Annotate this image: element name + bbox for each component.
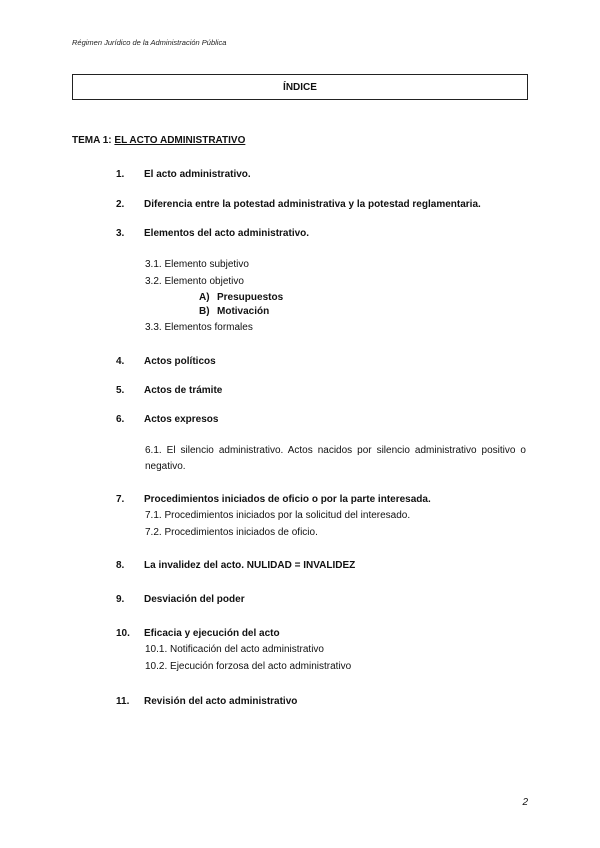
subsub-letter: A) bbox=[199, 292, 210, 303]
toc-subsubitem-a bbox=[199, 292, 283, 303]
subsub-letter: B) bbox=[199, 306, 210, 317]
page-number: 2 bbox=[522, 797, 528, 808]
toc-item-label: Elementos del acto administrativo. bbox=[144, 228, 310, 239]
toc-subitem-10-1: 10.1. Notificación del acto administrativo bbox=[145, 644, 324, 655]
toc-item-number: 7. bbox=[116, 494, 125, 505]
toc-item-number: 1. bbox=[116, 169, 125, 180]
toc-subitem-7-2: 7.2. Procedimientos iniciados de oficio. bbox=[145, 527, 318, 538]
tema-prefix: TEMA 1: bbox=[72, 135, 112, 146]
toc-item-10 bbox=[116, 628, 280, 639]
toc-item-number: 8. bbox=[116, 560, 125, 571]
toc-subsubitem-b bbox=[199, 306, 269, 317]
toc-item-number: 2. bbox=[116, 199, 125, 210]
toc-item-label: Diferencia entre la potestad administrativa y la potestad reglamentaria. bbox=[144, 199, 481, 210]
toc-item-label: Desviación del poder bbox=[144, 594, 245, 605]
toc-item-3 bbox=[116, 228, 309, 239]
toc-subitem-3-1: 3.1. Elemento subjetivo bbox=[145, 259, 249, 270]
toc-subitem-6-1: 6.1. El silencio administrativo. Actos nacidos por silencio administrativo positivo o negativo. bbox=[145, 445, 526, 472]
toc-item-label: Actos de trámite bbox=[144, 385, 223, 396]
toc-subitem-10-2: 10.2. Ejecución forzosa del acto administrativo bbox=[145, 661, 352, 672]
toc-item-label: El acto administrativo. bbox=[144, 169, 251, 180]
toc-subitem-3-3: 3.3. Elementos formales bbox=[145, 322, 253, 333]
toc-item-number: 4. bbox=[116, 356, 125, 367]
toc-item-label: Procedimientos iniciados de oficio o por la parte interesada. bbox=[144, 494, 431, 505]
running-header: Régimen Jurídico de la Administración Pública bbox=[72, 38, 227, 47]
tema-heading bbox=[72, 135, 245, 146]
toc-item-6 bbox=[116, 414, 218, 425]
toc-item-9 bbox=[116, 594, 245, 605]
toc-item-number: 3. bbox=[116, 228, 125, 239]
toc-subitem-7-1: 7.1. Procedimientos iniciados por la solicitud del interesado. bbox=[145, 510, 411, 521]
toc-item-number: 6. bbox=[116, 414, 125, 425]
toc-item-7 bbox=[116, 494, 431, 505]
toc-item-11 bbox=[116, 696, 297, 707]
toc-item-5 bbox=[116, 385, 222, 396]
toc-item-label: Actos políticos bbox=[144, 356, 216, 367]
toc-item-1 bbox=[116, 169, 251, 180]
toc-item-label: La invalidez del acto. NULIDAD = INVALIDEZ bbox=[144, 560, 356, 571]
toc-item-label: Eficacia y ejecución del acto bbox=[144, 628, 280, 639]
toc-item-label: Revisión del acto administrativo bbox=[144, 696, 298, 707]
toc-item-number: 10. bbox=[116, 628, 130, 639]
toc-item-number: 5. bbox=[116, 385, 125, 396]
toc-subitem-3-2: 3.2. Elemento objetivo bbox=[145, 276, 244, 287]
toc-item-number: 11. bbox=[116, 696, 130, 707]
toc-item-label: Actos expresos bbox=[144, 414, 219, 425]
toc-item-8 bbox=[116, 560, 355, 571]
subsub-label: Presupuestos bbox=[217, 292, 284, 303]
tema-title: EL ACTO ADMINISTRATIVO bbox=[114, 135, 246, 146]
toc-item-4 bbox=[116, 356, 216, 367]
subsub-label: Motivación bbox=[217, 306, 270, 317]
index-title-box bbox=[72, 74, 528, 100]
toc-item-number: 9. bbox=[116, 594, 125, 605]
index-title: ÍNDICE bbox=[283, 81, 317, 93]
toc-item-2 bbox=[116, 199, 481, 210]
